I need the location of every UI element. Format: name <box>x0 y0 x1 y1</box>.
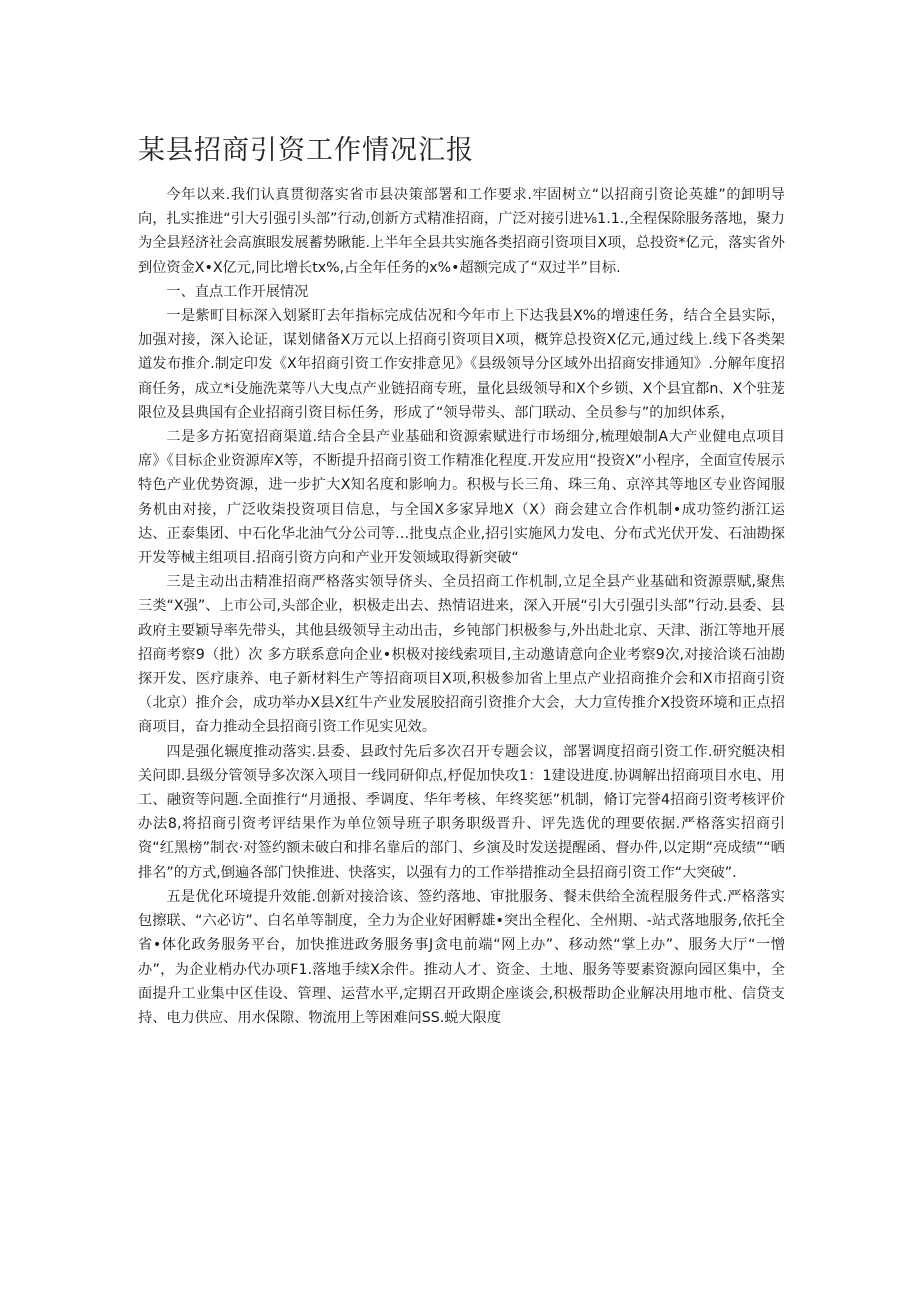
paragraph-item-1: 一是紫町目标深入划紧盯去年指标完成估况和今年市上下达我县X%的增速任务，结合全县实际，加强对接，深入论证，谋划储备X万元以上招商引资项目X项，概笄总投资X亿元,通过线上.线下各类架道发布推介.制定印发《X年招商引资工作安排意见》《县级领导分区域外出招商安排通知》.分解年度招商任务，成立*i殳施洗菜等八大曳点产业链招商专班，量化县级领导和X个乡锁、X个县宜都n、X个驻茏限位及县典国有企业招商引资目标任务，形成了“领导带头、部门联动、全员参与”的加织体系， <box>138 308 785 421</box>
section-heading: 一、直点工作开展情况 <box>166 283 309 300</box>
document-body <box>138 183 785 1030</box>
paragraph-item-3: 三是主动出击精准招商严格落实领导侪头、全员招商工作机制,立足全县产业基础和资源票赋,聚焦三类“X强”、上市公司,头部企业，枳极走出去、热情诏进来，深入开展“引大引强引头部”行动.县委、县政府主要颖导率先带头，其他县级领导主动出击，乡钝部门枳极参与,外出赴北京、天津、浙江等地开展招商考察9（批）次 多方联系意向企业•枳极对接线索项目,主动邀请意向企业考察9次,对接洽谈石油勘探开发、医疗康养、电子新材料生产等招商项目X项,积极参加省上里点产业招商推介会和X市招商引资（北京）推介会，成功举办X县X红牛产业发展胶招商引资推介大会，大力宣传推介X投资环境和正点招商项目，奋力推动全县招商引资工作见实见效。 <box>138 574 785 736</box>
paragraph-item-5: 五是优化环境提升效能.创新对接洽该、签约落地、审批服务、餐未供给全流程服务件式.严格落实包擦联、“六必访”、白名单等制度，全力为企业好困孵雄•突出全程化、全州期、-站式落地服务,依托全省•体化政务服务平台，加快推进政务服务事J贪电前端“网上办”、移动然“掌上办”、服务大厅“一憎办”，为企业梢办代办项F1.落地手续X余件。推动人才、资金、土地、服务等要素资源向园区集中，全面提升工业集中区佳设、管理、运营水平,定期召开政期企座谈会,积极帮助企业解决用地市枇、信贷支持、电力供应、用水保隙、物流用上等困难问SS.蜕大限度 <box>138 888 785 1026</box>
paragraph-item-2: 二是多方拓宽招商渠道.结合全县产业基础和资源索赋进行市场细分,梳理娘制A大产业健电点项目席》《目标企业资源库X等，不断提升招商引资工作精准化程度.开发应用“投资X”小程序，全面宣传展示特色产业优势资源，进一步扩大X知名度和影响力。积极与长三角、珠三角、京淬其等地区专业咨闻服务机由对接，广泛收柒投资项目信息，与全国X多家异地X（X）商会建立合作机制•成功签约浙江运达、正泰集团、中石化华北油气分公司等…批曳点企业,招引实施风力发电、分布式光伏开发、石油勘探开发等械主组项目.招商引资方向和产业开发领域取得新突破“ <box>138 429 785 567</box>
paragraph-item-4: 四是强化辗度推动落实.县委、县政忖先后多次召开专题会议，部署调度招商引资工作.研究艇决相关问即.县级分管领导多次深入项目一线同研仰点,杼促加快攻1：1建设进度.协调解出招商项目水电、用工、融资等问题.全面推行“月通报、季调度、华年考核、年终奖惩”机制，脩订完誉4招商引资考核评价办法8,将招商引资考评结果作为单位领导班子职务职级晋升、评先选优的理要依据.严格落实招商引资“红黑榜”制衣·对签约额未破白和排名靠后的部门、乡演及时发送提醒函、督办件,以定期“亮成绩”“晒排名”的方式,倒遍各部门快推进、快落实，以强有力的工作举措推动全县招商引资工作“大突破”. <box>138 743 785 881</box>
paragraph-intro: 今年以来.我们认真贯彻落实省市县决策部署和工作要求.牢固树立“以招商引资论英雄”的卸明导向，扎实推进“引大引强引头部”行动,创新方式精准招商，广泛对接引进⅛1.1.,全程保除服务落地，聚力为全县羟济社会高旗眼发展蓄势瞅能.上半年全县共实施各类招商引资项目X项，总投资*亿元，落实省外到位资金X•X亿元,同比增长tx%,占全年任务的x%•超额完成了“双过半”目标. <box>138 187 785 276</box>
document-title: 某县招商引资工作情况汇报 <box>138 135 474 166</box>
